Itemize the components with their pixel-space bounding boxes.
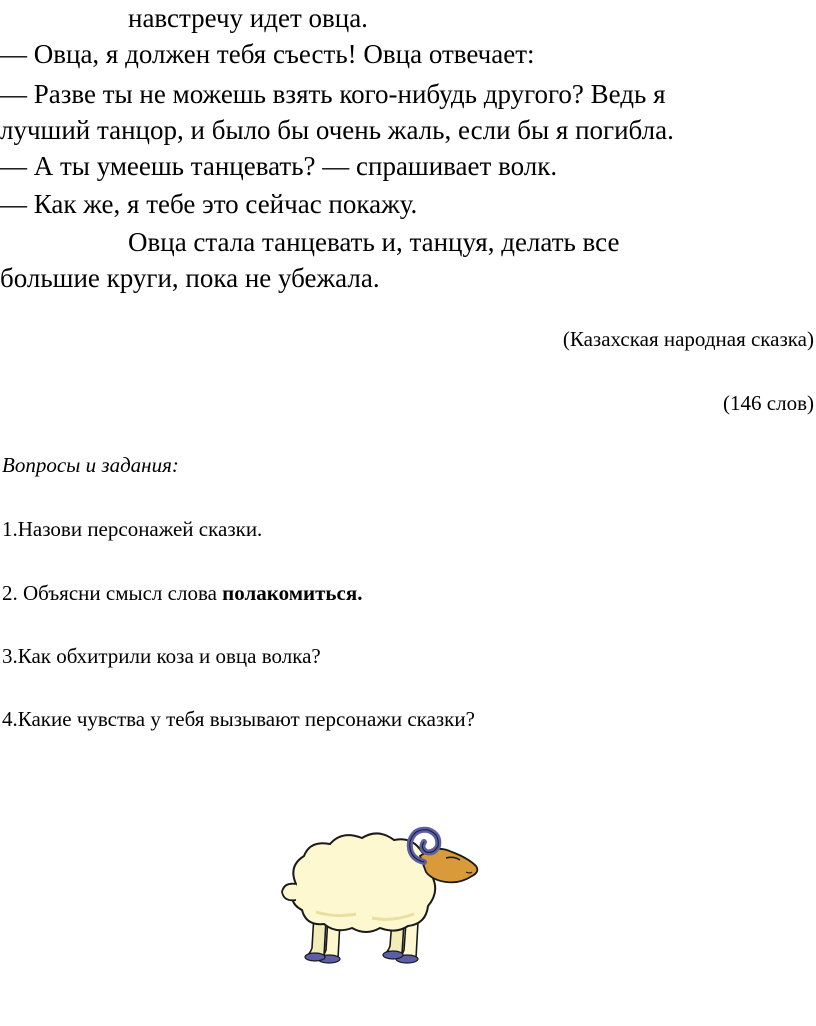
sheep-hoof xyxy=(305,953,325,961)
word-count: (146 слов) xyxy=(723,391,814,415)
story-line-4: лучший танцор, и было бы очень жаль, если бы я погибла. xyxy=(0,115,674,145)
story-line-5: — А ты умеешь танцевать? — спрашивает волк. xyxy=(0,151,558,181)
story-line-6: — Как же, я тебе это сейчас покажу. xyxy=(0,189,418,219)
source-attribution: (Казахская народная сказка) xyxy=(562,327,814,351)
question-1: 1.Назови персонажей сказки. xyxy=(2,517,263,541)
question-2 xyxy=(2,580,362,606)
question-4: 4.Какие чувства у тебя вызывают персонажи сказки? xyxy=(2,707,475,731)
story-line-7: Овца стала танцевать и, танцуя, делать все xyxy=(128,227,620,257)
story-line-1: навстречу идет овца. xyxy=(128,3,368,33)
story-line-3: — Разве ты не можешь взять кого-нибудь другого? Ведь я xyxy=(0,79,666,109)
story-line-8: большие круги, пока не убежала. xyxy=(0,263,380,293)
questions-title: Вопросы и задания: xyxy=(2,453,179,477)
story-line-2: — Овца, я должен тебя съесть! Овца отвечает: xyxy=(0,39,535,69)
question-2-bold-word: полакомиться. xyxy=(222,581,363,605)
ram-sheep-illustration xyxy=(276,822,486,970)
sheep-tail xyxy=(282,884,296,901)
sheep-body xyxy=(292,833,435,932)
sheep-hoof xyxy=(383,951,403,959)
question-2-text: 2. Объясни смысл слова xyxy=(2,581,223,605)
question-3: 3.Как обхитрили коза и овца волка? xyxy=(2,644,321,668)
